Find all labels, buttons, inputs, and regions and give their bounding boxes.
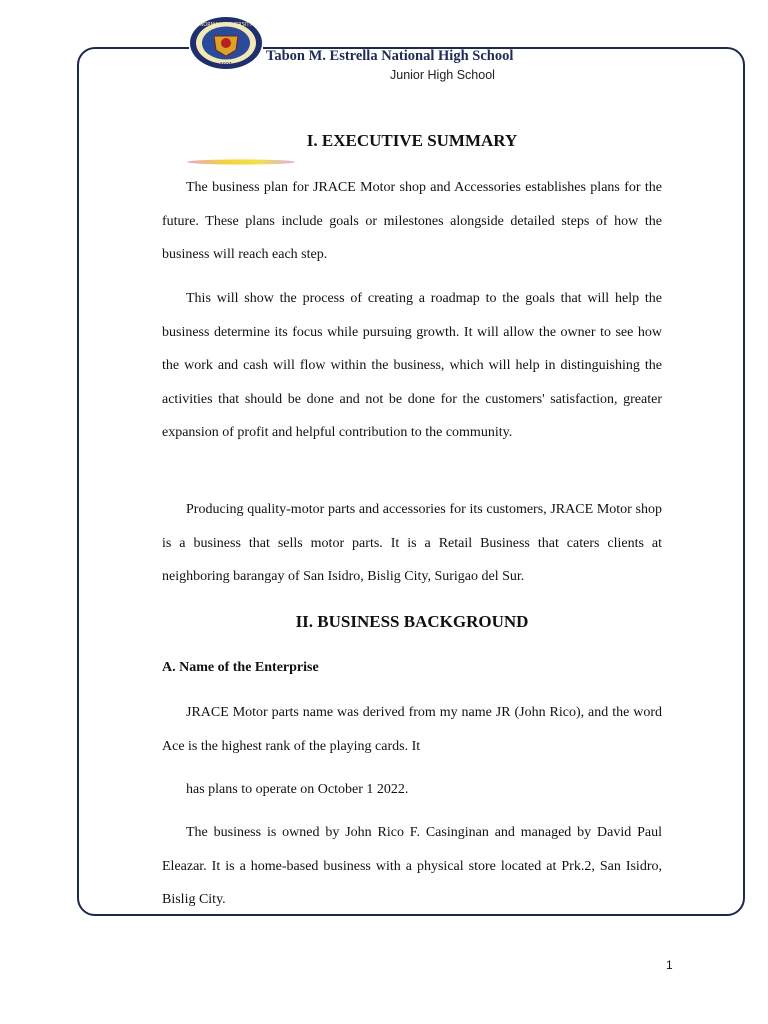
school-level: Junior High School [390,68,495,82]
paragraph: has plans to operate on October 1 2022. [186,782,409,797]
paragraph: The business is owned by John Rico F. Casinginan and managed by David Paul Eleazar. It is a home-based business with a physical store located at Prk.2, San Isidro, Bislig City. [162,825,662,908]
section-title-executive-summary: I. EXECUTIVE SUMMARY [306,131,518,150]
page-number: 1 [666,958,673,972]
paragraph: The business plan for JRACE Motor shop and Accessories establishes plans for the future. These plans include goals or milestones alongside detailed steps of how the business will reach each step. [162,180,662,263]
decorative-divider [186,158,296,166]
section-title-business-background: II. BUSINESS BACKGROUND [295,612,529,631]
subheading-name-of-enterprise: A. Name of the Enterprise [162,660,319,675]
school-seal-logo [189,16,263,70]
seal-year: 1901 [219,62,233,68]
paragraph: JRACE Motor parts name was derived from my name JR (John Rico), and the word Ace is the highest rank of the playing cards. It [162,705,662,754]
seal-text: NORMAL UNIVERSITY [199,22,253,28]
paragraph: Producing quality-motor parts and accessories for its customers, JRACE Motor shop is a business that sells motor parts. It is a Retail Business that caters clients at neighboring barangay of San Isidro, Bislig City, Surigao del Sur. [162,502,662,585]
paragraph: This will show the process of creating a roadmap to the goals that will help the business determine its focus while pursuing growth. It will allow the owner to see how the work and cash will flow within the business, which will help in distinguishing the activities that should be done and not be done for the customers' satisfaction, greater expansion of profit and helpful contribution to the community. [162,291,662,441]
school-name: Tabon M. Estrella National High School [266,48,514,64]
